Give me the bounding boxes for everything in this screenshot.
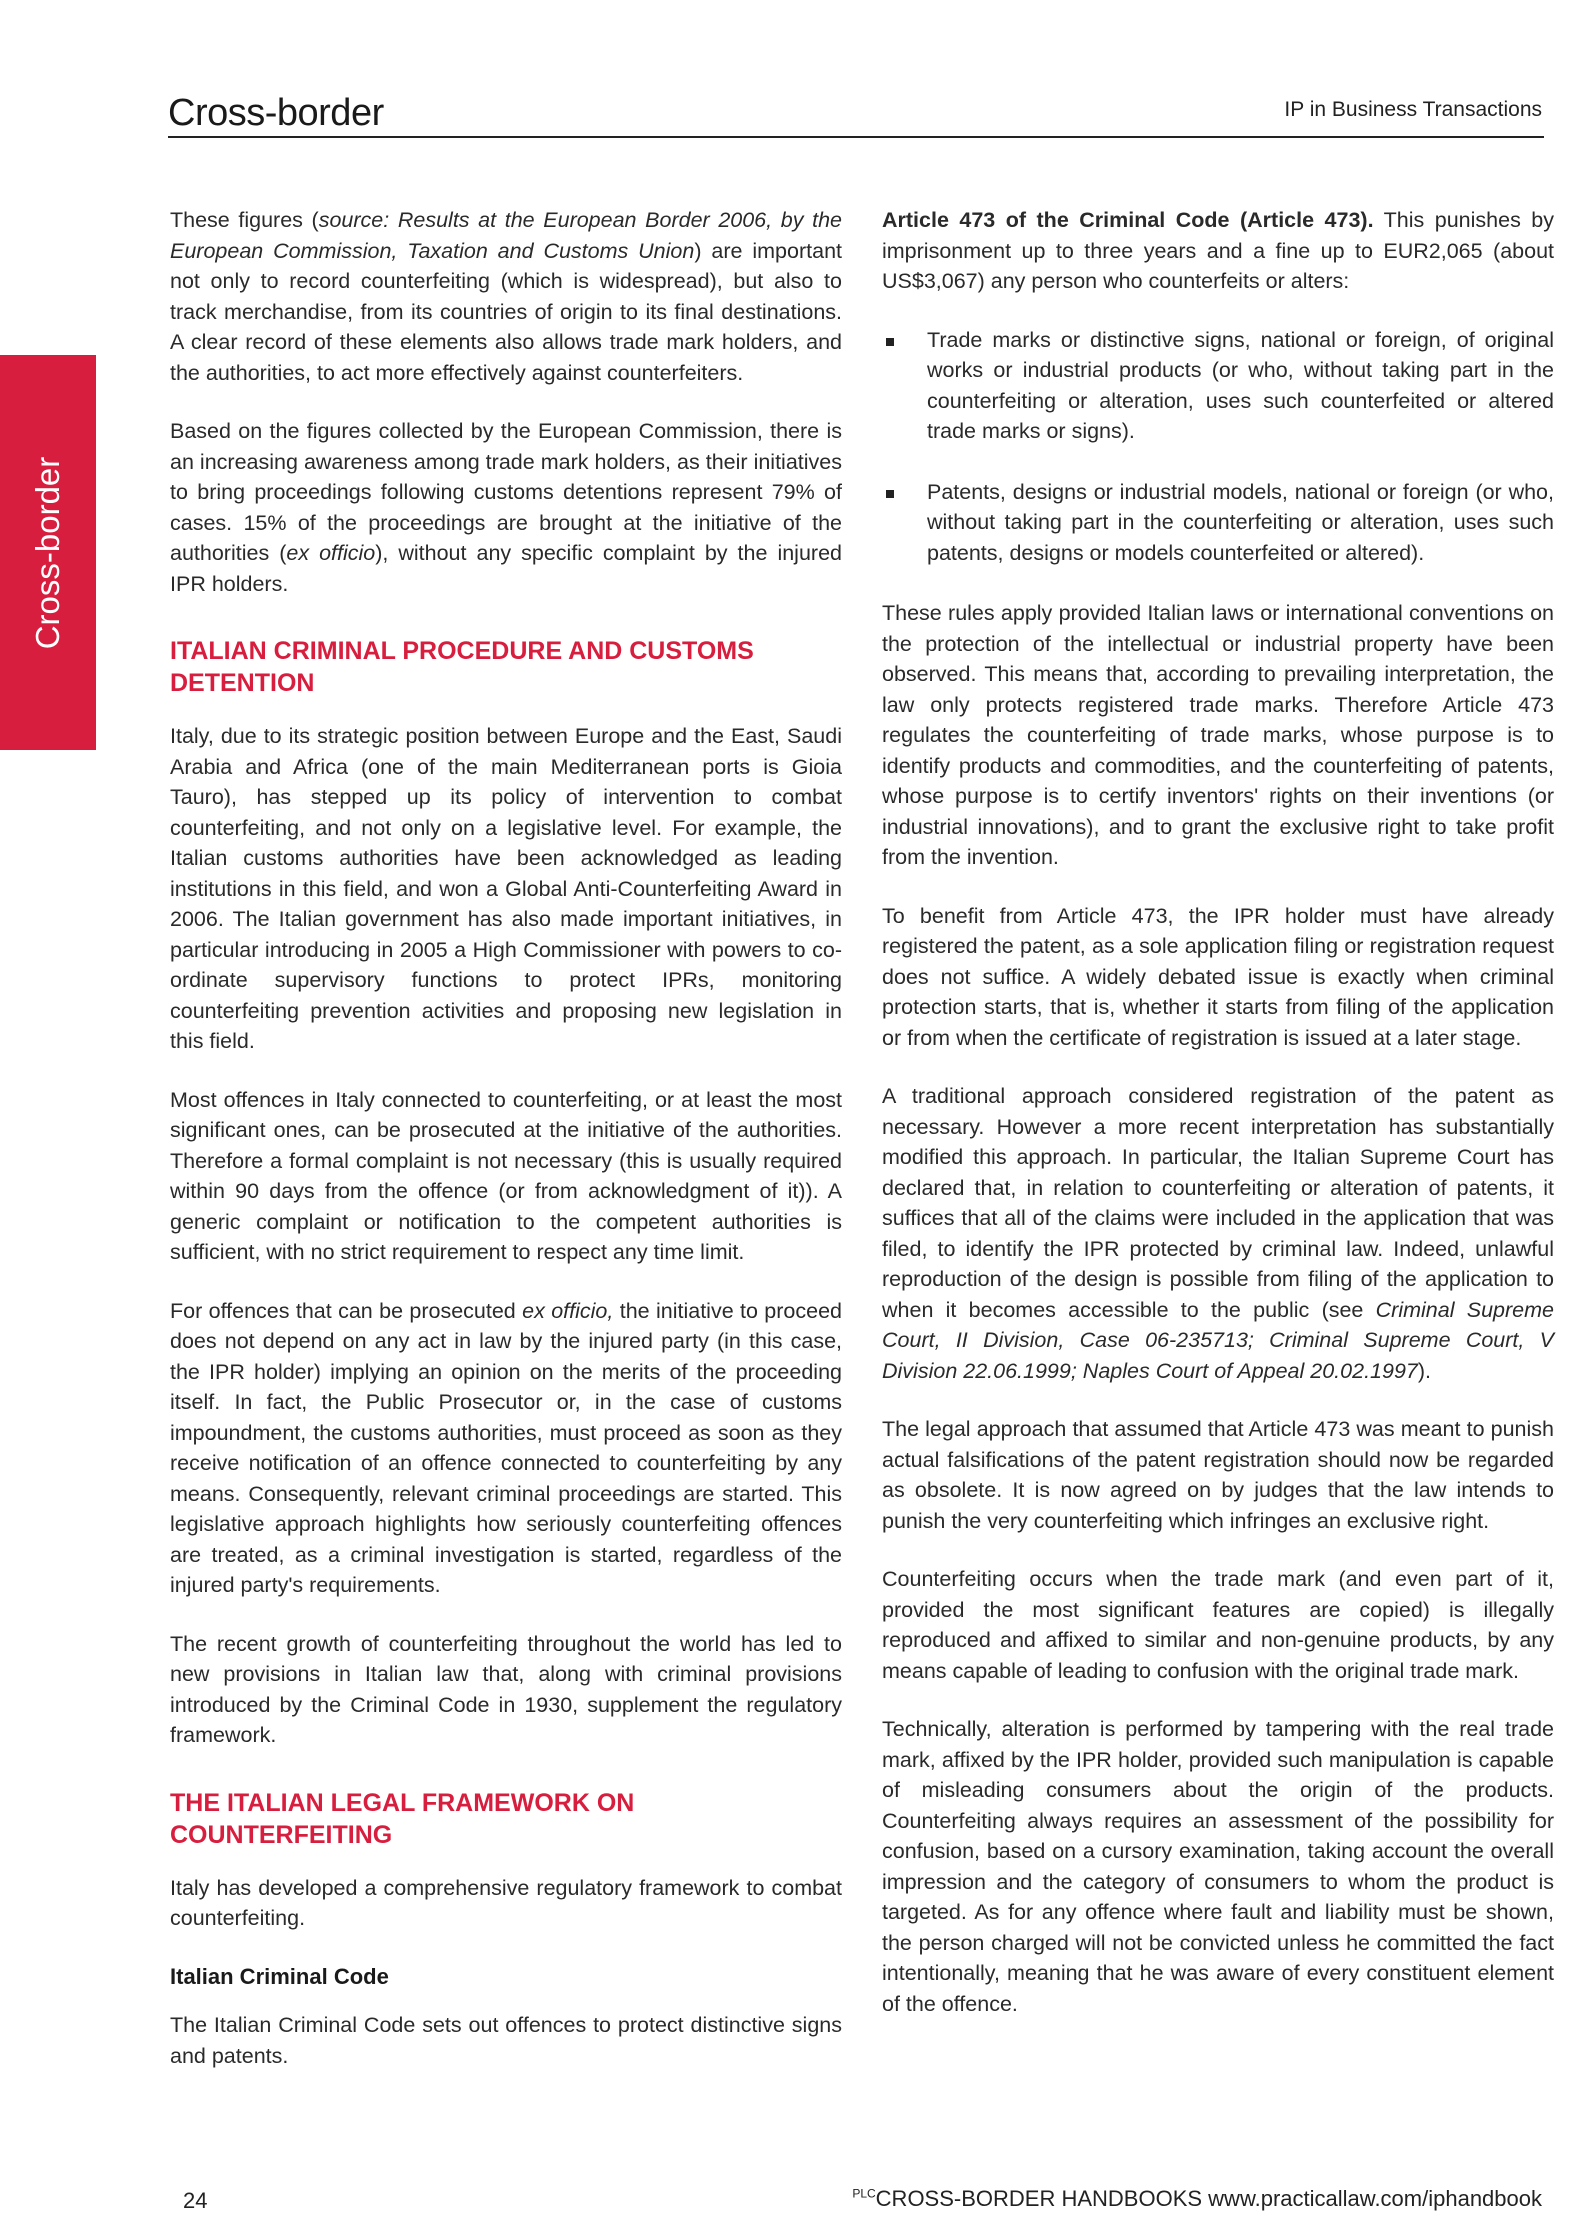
paragraph: The Italian Criminal Code sets out offences to protect distinctive signs and patents.: [170, 2013, 842, 2068]
paragraph: These figures (source: Results at the European Border 2006, by the European Commission, Taxation and Customs Union) are important not only to record counterfeiting (which is widespread), but also to track merchandise, from its countries of origin to its final destinations. A clear record of these elements also allows trade mark holders, and the authorities, to act more effectively against counterfeiters.: [170, 208, 842, 385]
left-column: [170, 205, 842, 2099]
paragraph: Technically, alteration is performed by tampering with the real trade mark, affixed by the IPR holder, provided such manipulation is capable of misleading consumers about the origin of the products. Counterfeiting always requires an assessment of the possibility for confusion, based on a cursory examination, taking account the overall impression and the category of consumers to whom the product is targeted. As for any offence where fault and liability must be shown, the person charged will not be convicted unless he committed the fact intentionally, meaning that he was aware of every constituent element of the offence.: [882, 1717, 1554, 2016]
paragraph: These rules apply provided Italian laws or international conventions on the protection of the intellectual or industrial property have been observed. This means that, according to prevailing interpretation, the law only protects registered trade marks. Therefore Article 473 regulates the counterfeiting of trade marks, whose purpose is to identify products and commodities, and the counterfeiting of patents, whose purpose is to certify inventors' rights on their inventions (or industrial innovations), and to grant the exclusive right to take profit from the invention.: [882, 601, 1554, 869]
side-tab: [0, 355, 96, 750]
plc-logo: PLC: [852, 2186, 876, 2201]
paragraph: Italy has developed a comprehensive regulatory framework to combat counterfeiting.: [170, 1875, 842, 1930]
paragraph: To benefit from Article 473, the IPR holder must have already registered the patent, as a sole application filing or registration request does not suffice. A widely debated issue is exactly when criminal protection starts, that is, whether it starts from filing of the application or from when the certificate of registration is issued at a later stage.: [882, 903, 1554, 1050]
list-item: Trade marks or distinctive signs, national or foreign, of original works or industrial products (or who, without taking part in the counterfeiting or alteration, uses such counterfeited or altered trade marks or signs).: [882, 325, 1554, 447]
paragraph: Italy, due to its strategic position between Europe and the East, Saudi Arabia and Africa (one of the main Mediterranean ports is Gioia Tauro), has stepped up its policy of intervention to combat counterfeiting, and not only on a legislative level. For example, the Italian customs authorities have been acknowledged as leading institutions in this field, and won a Global Anti-Counterfeiting Award in 2006. The Italian government has also made important initiatives, in particular introducing in 2005 a High Commissioner with powers to co-ordinate supervisory functions to protect IPRs, monitoring counterfeiting prevention activities and proposing new legislation in this field.: [170, 724, 842, 1053]
side-tab-label: Cross-border: [29, 456, 66, 649]
publication-title: IP in Business Transactions: [1284, 98, 1542, 121]
bullet-list: [882, 325, 1554, 569]
header-rule: [168, 136, 1544, 138]
paragraph: A traditional approach considered registration of the patent as necessary. However a more recent interpretation has substantially modified this approach. In particular, the Italian Supreme Court has declared that, in relation to counterfeiting or alteration of patents, it suffices that all of the claims were included in the application that was filed, to identify the IPR protected by criminal law. Indeed, unlawful reproduction of the design is possible from filing of the application to when it becomes accessible to the public (see Criminal Supreme Court, II Division, Case 06-235713; Criminal Supreme Court, V Division 22.06.1999; Naples Court of Appeal 20.02.1997).: [882, 1084, 1554, 1383]
section-title: Cross-border: [168, 92, 384, 134]
section-heading: ITALIAN CRIMINAL PROCEDURE AND CUSTOMS DETENTION: [170, 637, 754, 697]
handbook-label: CROSS-BORDER HANDBOOKS www.practicallaw.com/iphandbook: [875, 2186, 1542, 2211]
right-column: [882, 205, 1554, 2047]
paragraph: The legal approach that assumed that Article 473 was meant to punish actual falsifications of the patent registration should now be regarded as obsolete. It is now agreed on by judges that the law intends to punish the very counterfeiting which infringes an exclusive right.: [882, 1417, 1554, 1533]
subheading: Italian Criminal Code: [170, 1963, 389, 1989]
paragraph: The recent growth of counterfeiting throughout the world has led to new provisions in Italian law that, along with criminal provisions introduced by the Criminal Code in 1930, supplement the regulatory framework.: [170, 1631, 842, 1747]
paragraph: Article 473 of the Criminal Code (Article 473). This punishes by imprisonment up to three years and a fine up to EUR2,065 (about US$3,067) any person who counterfeits or alters:: [882, 208, 1555, 293]
paragraph: Based on the figures collected by the European Commission, there is an increasing awareness among trade mark holders, as their initiatives to bring proceedings following customs detentions represent 79% of cases. 15% of the proceedings are brought at the initiative of the authorities (ex officio), without any specific complaint by the injured IPR holders.: [170, 419, 842, 596]
footer-handbook: [852, 2186, 1542, 2212]
section-heading: THE ITALIAN LEGAL FRAMEWORK ON COUNTERFEITING: [170, 1788, 635, 1849]
paragraph: For offences that can be prosecuted ex officio, the initiative to proceed does not depend on any act in law by the injured party (in this case, the IPR holder) implying an opinion on the merits of the proceeding itself. In fact, the Public Prosecutor or, in the case of customs impoundment, the customs authorities, must proceed as soon as they receive notification of an offence connected to counterfeiting by any means. Consequently, relevant criminal proceedings are started. This legislative approach highlights how seriously counterfeiting offences are treated, as a criminal investigation is started, regardless of the injured party's requirements.: [170, 1298, 842, 1597]
paragraph: Counterfeiting occurs when the trade mark (and even part of it, provided the most significant features are copied) is illegally reproduced and affixed to similar and non-genuine products, by any means capable of leading to confusion with the original trade mark.: [882, 1567, 1554, 1683]
page-number: 24: [183, 2188, 208, 2213]
list-item: Patents, designs or industrial models, national or foreign (or who, without taking part in the counterfeiting or alteration, uses such patents, designs or models counterfeited or altered).: [882, 477, 1554, 569]
paragraph: Most offences in Italy connected to counterfeiting, or at least the most significant ones, can be prosecuted at the initiative of the authorities. Therefore a formal complaint is not necessary (this is usually required within 90 days from the offence (or from acknowledgment of it)). A generic complaint or notification to the competent authorities is sufficient, with no strict requirement to respect any time limit.: [170, 1087, 842, 1264]
